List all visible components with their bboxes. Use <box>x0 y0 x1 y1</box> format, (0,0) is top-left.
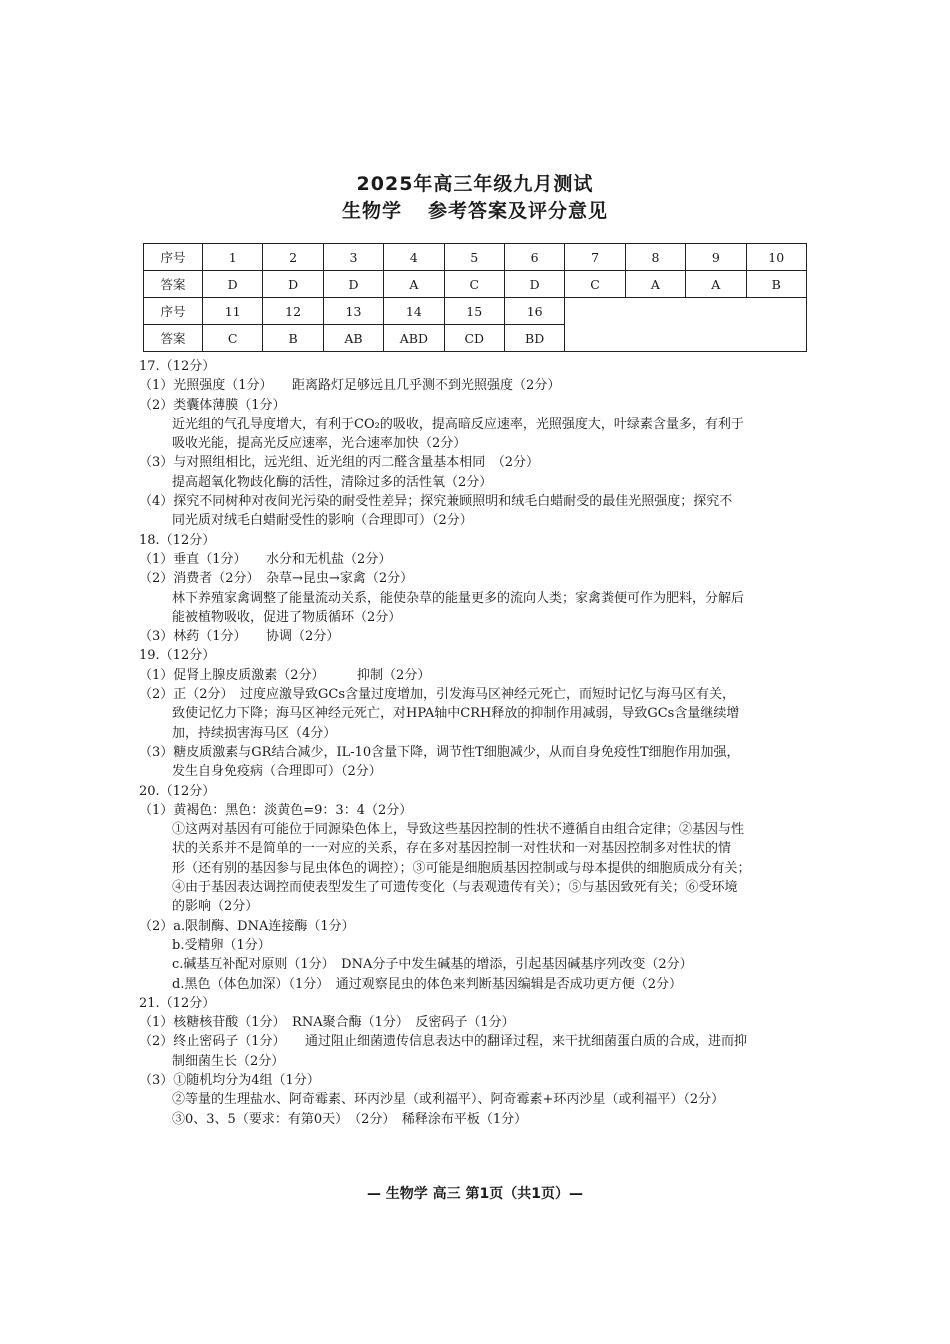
answer-line: （1）黄褐色：黑色：淡黄色=9：3：4（2分） <box>139 802 413 818</box>
subject-name: 生物学 <box>341 200 402 222</box>
answer-line: ③0、3、5（要求：有第0天） （2分） 稀释涂布平板（1分） <box>172 1111 528 1127</box>
answer-line: （2）a.限制酶、DNA连接酶（1分） <box>139 918 355 934</box>
row-label-index: 序号 <box>144 244 203 271</box>
answer-line: d.黑色（体色加深）（1分） 通过观察昆虫的体色来判断基因编辑是否成功更方便（2分） <box>172 976 682 992</box>
answer-line: （2）类囊体薄膜（1分） <box>139 397 286 413</box>
question-heading: 20.（12分） <box>139 783 216 799</box>
answer-line: 同光质对绒毛白蜡耐受性的影响（合理即可）（2分） <box>172 513 473 529</box>
answer-line: ①这两对基因有可能位于同源染色体上，导致这些基因控制的性状不遵循自由组合定律；②基因与性 <box>172 822 745 838</box>
answer-line: 林下养殖家禽调整了能量流动关系，能使杂草的能量更多的流向人类；家禽粪便可作为肥料，分解后 <box>172 590 745 606</box>
table-cell: 6 <box>504 244 564 271</box>
table-row <box>144 298 807 325</box>
answer-body <box>139 357 811 1129</box>
question-heading: 21.（12分） <box>139 995 216 1011</box>
table-cell: B <box>746 271 806 298</box>
table-cell: 11 <box>203 298 263 325</box>
answer-line: （4）探究不同树种对夜间光污染的耐受性差异；探究兼顾照明和绒毛白蜡耐受的最佳光照强度；探究不 <box>139 494 733 510</box>
table-cell: 1 <box>203 244 263 271</box>
table-row <box>144 244 807 271</box>
table-cell: 13 <box>323 298 383 325</box>
subtitle-text: 参考答案及评分意见 <box>428 200 609 222</box>
answer-line: ④由于基因表达调控而使表型发生了可遗传变化（与表观遗传有关）；⑤与基因致死有关；⑥受环境 <box>172 880 738 896</box>
table-cell: A <box>686 271 746 298</box>
table-cell: BD <box>504 325 564 352</box>
answer-line: 状的关系并不是简单的一一对应的关系，存在多对基因控制一对性状和一对基因控制多对性状的情 <box>172 841 732 857</box>
answer-line: 的影响（2分） <box>172 899 259 915</box>
answer-line: ②等量的生理盐水、阿奇霉素、环丙沙星（或利福平）、阿奇霉素+环丙沙星（或利福平）（2分） <box>172 1092 725 1108</box>
answer-line: （1）光照强度（1分） 距离路灯足够远且几乎测不到光照强度（2分） <box>139 378 561 394</box>
answer-line: 致使记忆力下降；海马区神经元死亡，对HPA轴中CRH释放的抑制作用减弱，导致GCs含量继续增 <box>172 706 740 722</box>
question-heading: 19.（12分） <box>139 648 216 664</box>
answer-line: （1）核糖核苷酸（1分） RNA聚合酶（1分） 反密码子（1分） <box>139 1015 515 1031</box>
table-cell: D <box>323 271 383 298</box>
table-cell: 2 <box>263 244 323 271</box>
answer-line: 提高超氧化物歧化酶的活性，清除过多的活性氧（2分） <box>172 474 493 490</box>
table-cell: D <box>263 271 323 298</box>
answer-line: （1）垂直（1分） 水分和无机盐（2分） <box>139 551 392 567</box>
answer-line: b.受精卵（1分） <box>172 937 271 953</box>
table-cell: 7 <box>565 244 625 271</box>
table-cell: 12 <box>263 298 323 325</box>
answer-line: 近光组的气孔导度增大，有利于CO₂的吸收，提高暗反应速率，光照强度大，叶绿素含量多，有利于 <box>172 416 744 432</box>
table-cell: C <box>565 271 625 298</box>
row-label-answer: 答案 <box>144 325 203 352</box>
answer-line: （1）促肾上腺皮质激素（2分） 抑制（2分） <box>139 667 431 683</box>
answer-line: 吸收光能，提高光反应速率，光合速率加快（2分） <box>172 436 467 452</box>
answer-line: 能被植物吸收，促进了物质循环（2分） <box>172 609 402 625</box>
table-cell: 15 <box>444 298 504 325</box>
table-row <box>144 271 807 298</box>
answer-line: （3）①随机均分为4组（1分） <box>139 1072 320 1088</box>
table-cell: C <box>444 271 504 298</box>
answer-line: （3）糖皮质激素与GR结合减少，IL-10含量下降，调节性T细胞减少，从而自身免疫性T细胞作用加强， <box>139 744 740 760</box>
row-label-answer: 答案 <box>144 271 203 298</box>
answer-line: 制细菌生长（2分） <box>172 1053 285 1069</box>
table-cell: A <box>384 271 444 298</box>
answer-table <box>143 243 807 352</box>
answer-line: c.碱基互补配对原则（1分） DNA分子中发生碱基的增添，引起基因碱基序列改变（2分） <box>172 957 693 973</box>
question-heading: 18.（12分） <box>139 532 216 548</box>
answer-line: （3）林药（1分） 协调（2分） <box>139 629 340 645</box>
page-footer: — 生物学 高三 第1页（共1页）— <box>366 1186 584 1202</box>
answer-line: 发生自身免疫病（合理即可）（2分） <box>172 764 382 780</box>
empty-cell <box>565 298 807 352</box>
table-cell: CD <box>444 325 504 352</box>
table-cell: ABD <box>384 325 444 352</box>
table-cell: 10 <box>746 244 806 271</box>
table-cell: 4 <box>384 244 444 271</box>
table-cell: 14 <box>384 298 444 325</box>
table-cell: B <box>263 325 323 352</box>
exam-title: 2025年高三年级九月测试 <box>356 173 594 195</box>
row-label-index: 序号 <box>144 298 203 325</box>
answer-line: （2）终止密码子（1分） 通过阻止细菌遗传信息表达中的翻译过程，来干扰细菌蛋白质的合成，进而抑 <box>139 1034 748 1050</box>
table-cell: AB <box>323 325 383 352</box>
table-cell: C <box>203 325 263 352</box>
table-cell: D <box>504 271 564 298</box>
table-cell: 5 <box>444 244 504 271</box>
table-cell: 9 <box>686 244 746 271</box>
answer-line: 形（还有别的基因参与昆虫体色的调控）；③可能是细胞质基因控制或与母本提供的细胞质成分有关； <box>172 860 751 876</box>
answer-line: 加，持续损害海马区（4分） <box>172 725 337 741</box>
table-cell: 8 <box>625 244 685 271</box>
table-cell: 3 <box>323 244 383 271</box>
table-cell: 16 <box>504 298 564 325</box>
answer-line: （2）正（2分） 过度应激导致GCs含量过度增加，引发海马区神经元死亡，而短时记忆与海马区有关， <box>139 687 736 703</box>
table-cell: A <box>625 271 685 298</box>
exam-subtitle <box>0 196 950 223</box>
table-cell: D <box>203 271 263 298</box>
answer-line: （3）与对照组相比，远光组、近光组的丙二醛含量基本相同 （2分） <box>139 455 540 471</box>
answer-line: （2）消费者（2分） 杂草→昆虫→家禽（2分） <box>139 571 414 587</box>
question-heading: 17.（12分） <box>139 359 216 374</box>
